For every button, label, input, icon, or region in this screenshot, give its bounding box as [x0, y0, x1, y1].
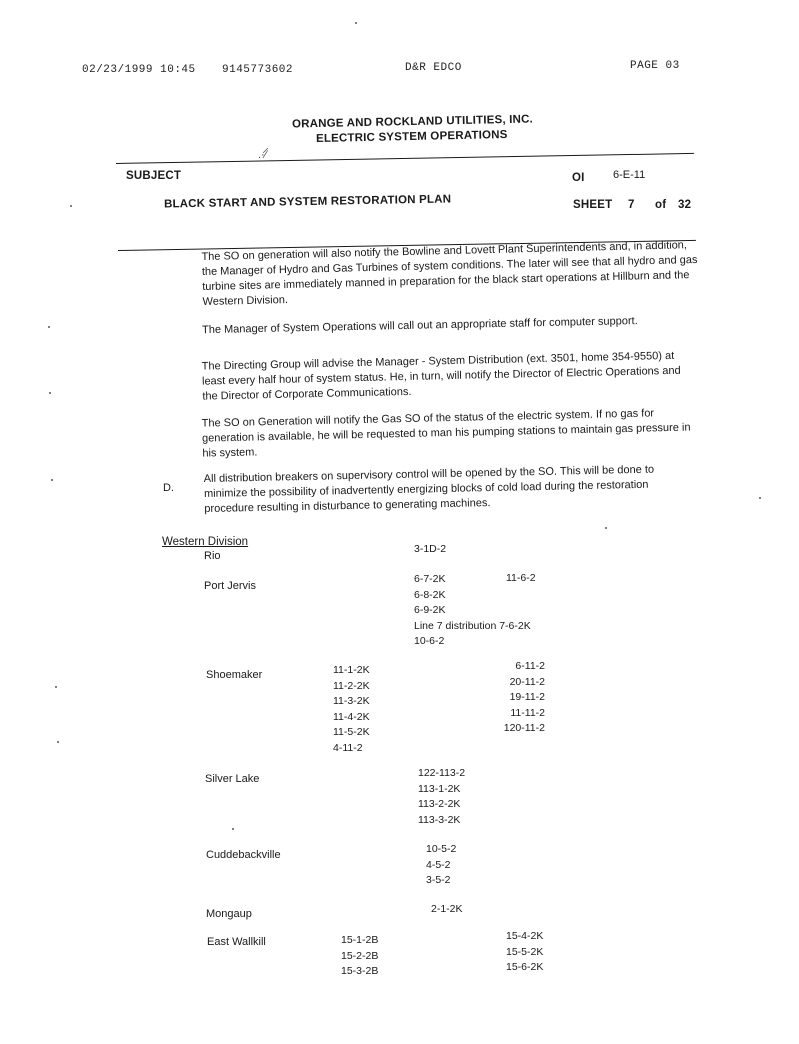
breaker-column — [426, 842, 456, 889]
breaker-column — [506, 571, 536, 587]
breaker-column — [431, 902, 463, 918]
location-name: Silver Lake — [205, 773, 260, 785]
fax-department: D&R EDCO — [405, 62, 462, 74]
breaker-code: Line 7 distribution 7-6-2K — [414, 619, 531, 632]
subject-label: SUBJECT — [126, 170, 182, 182]
sheet-number: 7 — [628, 199, 635, 211]
doc-label: OI — [572, 172, 585, 184]
paragraph-gas-so: The SO on Generation will notify the Gas SO of the status of the electric system. If no gas for generation is available, he will be requested to man his pumping stations to maintain gas pressure in his system. — [201, 407, 691, 460]
breaker-code: 11-3-2K — [333, 695, 370, 707]
fax-phone: 9145773602 — [222, 64, 294, 76]
sheet-label: SHEET — [573, 199, 613, 211]
breaker-code: 4-11-2 — [333, 741, 363, 754]
breaker-code: 15-4-2K — [506, 930, 544, 942]
breaker-column — [497, 659, 545, 737]
location-name: Mongaup — [206, 908, 252, 920]
scribble-mark: ⸝ — [262, 139, 269, 155]
company-name: ORANGE AND ROCKLAND UTILITIES, INC. — [291, 113, 534, 131]
western-division-heading: Western Division — [162, 536, 249, 548]
breaker-code: 122-113-2 — [418, 767, 466, 779]
breaker-code: 6-11-2 — [515, 660, 545, 672]
breaker-column — [418, 766, 465, 828]
breaker-code: 113-1-2K — [418, 782, 461, 795]
fax-page: PAGE 03 — [630, 60, 680, 72]
breaker-code: 11-6-2 — [506, 572, 536, 584]
breaker-code: 10-6-2 — [414, 635, 445, 647]
header-rule-top — [116, 153, 694, 164]
breaker-code: 11-4-2K — [333, 710, 370, 723]
location-name: East Wallkill — [207, 936, 266, 948]
breaker-code: 15-1-2B — [341, 934, 379, 946]
breaker-code: 15-5-2K — [506, 945, 544, 958]
breaker-code: 15-3-2B — [341, 965, 379, 977]
total-sheets: 32 — [678, 199, 692, 211]
paragraph-notify-plants: The SO on generation will also notify the Bowline and Lovett Plant Superintendents and, in addition, the Manager of Hydro and Gas Turbines of system conditions. The later will see that all hydro and gas turbine sites are immediately manned in preparation for the black start operations at Hillburn and the Western Division. — [201, 239, 698, 309]
breaker-code: 113-3-2K — [418, 813, 461, 826]
breaker-code: 11-5-2K — [333, 726, 370, 738]
breaker-code: 6-7-2K — [414, 573, 446, 585]
scan-speck — [70, 205, 72, 207]
scan-speck — [355, 22, 357, 24]
breaker-code: 15-6-2K — [506, 961, 544, 973]
paragraph-computer-support: The Manager of System Operations will call out an appropriate staff for computer support. — [201, 315, 638, 337]
breaker-code: 11-11-2 — [510, 706, 545, 719]
breaker-column — [341, 933, 378, 980]
breaker-code: 6-8-2K — [414, 588, 446, 601]
paragraph-directing-group: The Directing Group will advise the Manager - System Distribution (ext. 3501, home 354-9550) at least every half hour of system status. He, in turn, will notify the Director of Electric Operations and the Director of Corporate Communications. — [201, 349, 681, 403]
division-name: ELECTRIC SYSTEM OPERATIONS — [315, 128, 508, 146]
breaker-code: 19-11-2 — [509, 691, 545, 703]
item-d-label: D. — [163, 482, 174, 494]
breaker-code: 2-1-2K — [431, 903, 463, 915]
breaker-column — [333, 663, 370, 756]
breaker-code: 113-2-2K — [418, 798, 461, 810]
breaker-code: 6-9-2K — [414, 604, 446, 616]
breaker-code: 11-1-2K — [333, 664, 370, 676]
scan-speck — [51, 479, 53, 481]
breaker-code: 20-11-2 — [509, 675, 545, 688]
fax-datetime: 02/23/1999 10:45 — [82, 64, 196, 76]
location-name: Port Jervis — [204, 580, 256, 592]
breaker-code: 15-2-2B — [341, 949, 379, 962]
breaker-code: 3-5-2 — [426, 874, 451, 886]
location-name: Rio — [204, 550, 221, 562]
doc-number: 6-E-11 — [613, 169, 646, 181]
location-name: Shoemaker — [206, 669, 263, 681]
scan-speck — [232, 828, 234, 830]
scan-speck — [57, 741, 59, 743]
breaker-code: 10-5-2 — [426, 843, 457, 855]
breaker-code: 4-5-2 — [426, 858, 451, 871]
breaker-code: 3-1D-2 — [414, 543, 447, 555]
subject-title: BLACK START AND SYSTEM RESTORATION PLAN — [163, 193, 452, 211]
breaker-code: 11-2-2K — [333, 679, 370, 692]
scan-speck — [605, 527, 607, 529]
of-label: of — [655, 199, 667, 211]
breaker-column — [414, 542, 446, 558]
scribble-mark: .·⁄ — [258, 149, 267, 161]
location-name: Cuddebackville — [206, 849, 281, 861]
breaker-code: 120-11-2 — [503, 722, 545, 734]
breaker-column — [506, 929, 543, 976]
item-d-text: All distribution breakers on supervisory control will be opened by the SO. This will be done to minimize the possibility of inadvertently energizing blocks of cold load during the restoration procedure resulting in disturbance to generating machines. — [203, 463, 655, 516]
scan-speck — [48, 326, 50, 328]
scan-speck — [49, 392, 51, 394]
scan-speck — [55, 686, 57, 688]
scan-speck — [759, 497, 761, 499]
